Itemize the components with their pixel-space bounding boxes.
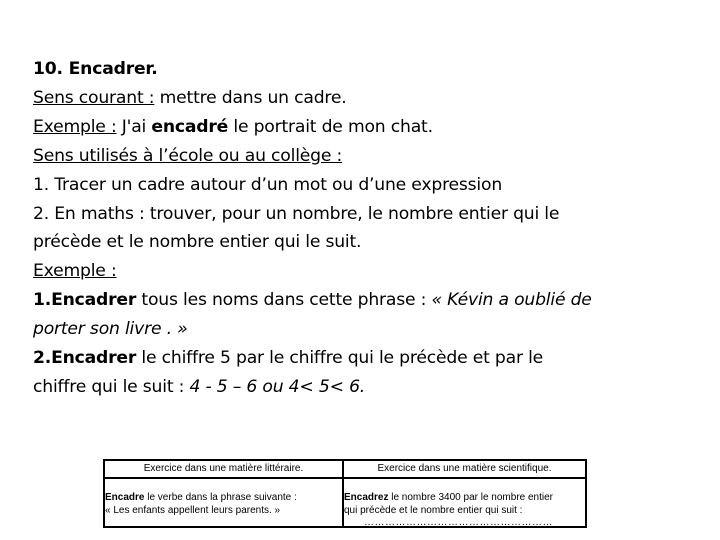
item1-text: 1. Tracer un cadre autour d’un mot ou d’une expression bbox=[33, 174, 503, 195]
item2-line1 bbox=[33, 200, 683, 229]
item1-line bbox=[33, 171, 683, 200]
ex2-number: 2.Encadrer bbox=[33, 348, 137, 369]
definition-text bbox=[33, 55, 683, 402]
scientific-text-1: le nombre 3400 par le nombre entier bbox=[388, 492, 554, 503]
ex2-line2 bbox=[33, 373, 683, 402]
scientific-header: Exercice dans une matière scientifique. bbox=[344, 461, 585, 479]
definition-heading: 10. Encadrer. bbox=[33, 59, 158, 79]
sens-courant-line bbox=[33, 84, 683, 113]
sens-courant-label: Sens courant : bbox=[33, 87, 155, 108]
sens-ecole-line bbox=[33, 142, 683, 171]
answer-dots: ……………………………………………… bbox=[364, 517, 553, 528]
literary-header: Exercice dans une matière littéraire. bbox=[105, 461, 342, 479]
literary-line-1 bbox=[105, 492, 342, 505]
sens-courant-text: mettre dans un cadre. bbox=[154, 87, 347, 108]
ex2-text-2: chiffre qui le suit : bbox=[33, 376, 190, 397]
literary-text-1: le verbe dans la phrase suivante : bbox=[144, 492, 297, 503]
item2-text-2: précède et le nombre entier qui le suit. bbox=[33, 232, 362, 253]
ex1-text: tous les noms dans cette phrase : bbox=[136, 290, 432, 311]
item2-line2 bbox=[33, 228, 683, 257]
literary-bold: Encadre bbox=[105, 492, 145, 503]
literary-line-2: « Les enfants appellent leurs parents. » bbox=[105, 504, 281, 516]
exemple1-bold: encadré bbox=[151, 116, 229, 137]
exercise-table bbox=[103, 459, 587, 528]
exemple1-line bbox=[33, 113, 683, 142]
ex1-line2 bbox=[33, 315, 683, 344]
ex1-quote-1: « Kévin a oublié de bbox=[431, 290, 592, 311]
ex2-text-1: le chiffre 5 par le chiffre qui le précède et par le bbox=[136, 348, 544, 369]
exemple1-post: le portrait de mon chat. bbox=[228, 116, 433, 137]
scientific-bold: Encadrez bbox=[344, 492, 389, 503]
ex1-line1 bbox=[33, 286, 683, 315]
literary-column bbox=[105, 461, 344, 526]
ex2-italic: 4 - 5 – 6 ou 4< 5< 6. bbox=[189, 376, 366, 397]
exemple1-label: Exemple : bbox=[33, 116, 117, 137]
heading-line bbox=[33, 55, 683, 84]
exemple2-line bbox=[33, 257, 683, 286]
scientific-column bbox=[344, 461, 585, 526]
item2-text-1: 2. En maths : trouver, pour un nombre, le nombre entier qui le bbox=[33, 203, 560, 224]
ex2-line1 bbox=[33, 344, 683, 373]
sens-ecole-label: Sens utilisés à l’école ou au collège : bbox=[33, 145, 343, 166]
exemple2-label: Exemple : bbox=[33, 261, 117, 282]
exemple1-pre: J'ai bbox=[116, 116, 152, 137]
scientific-body bbox=[344, 479, 585, 530]
scientific-line-2: qui précède et le nombre entier qui suit : bbox=[344, 504, 523, 516]
ex1-quote-2: porter son livre . » bbox=[33, 319, 188, 340]
scientific-line-1 bbox=[344, 492, 585, 505]
ex1-number: 1.Encadrer bbox=[33, 290, 137, 311]
literary-body bbox=[105, 479, 342, 517]
